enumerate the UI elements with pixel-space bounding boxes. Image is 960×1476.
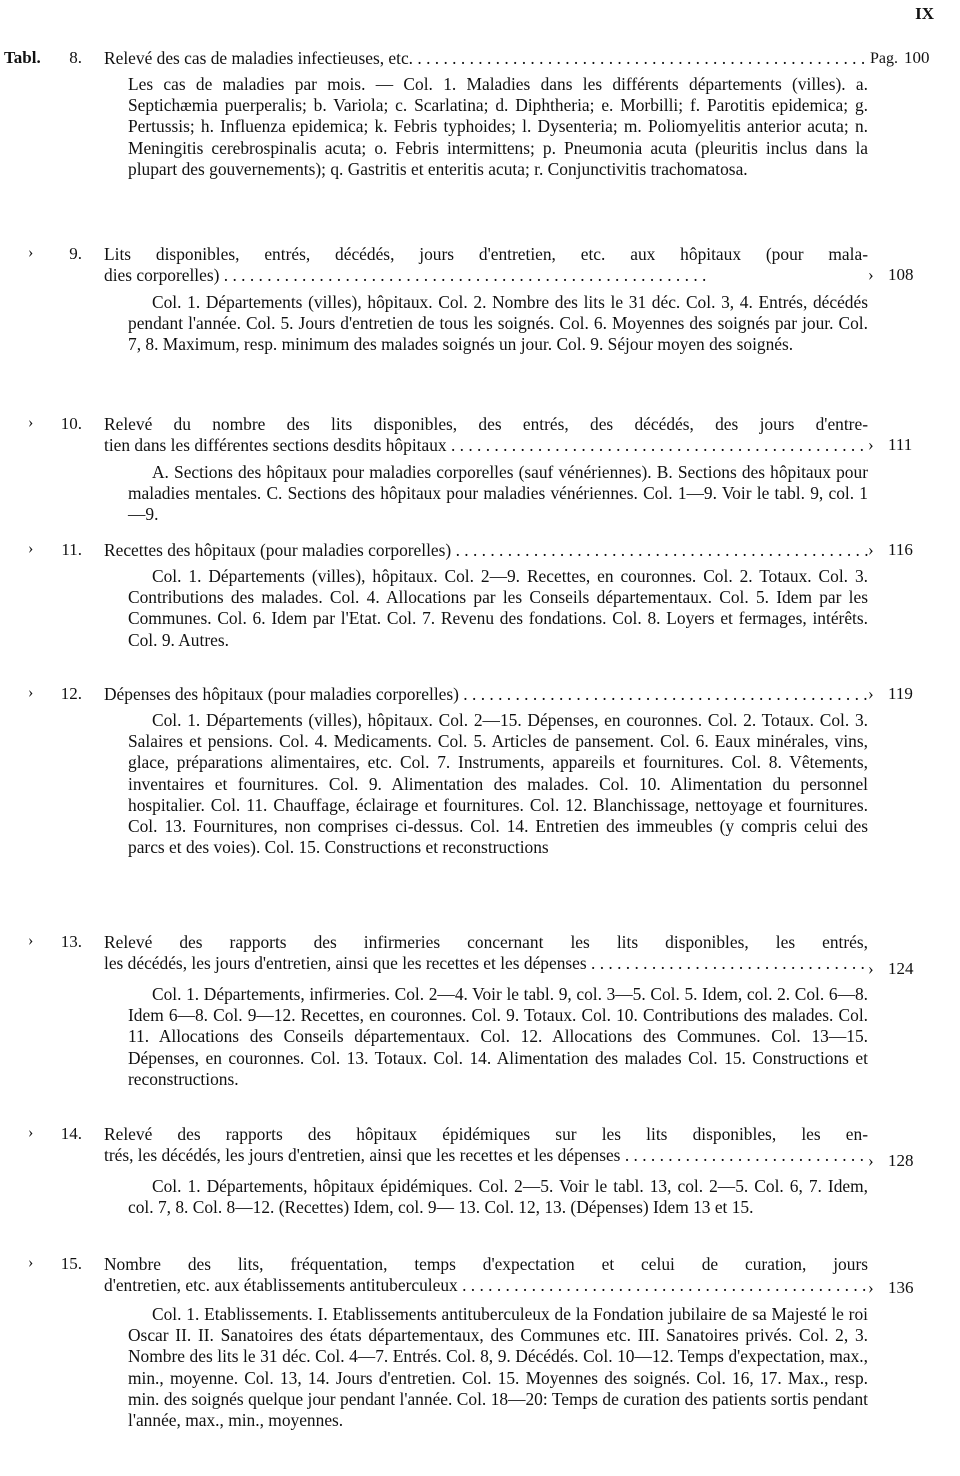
entry-number: 14. — [60, 1124, 82, 1143]
entry-title: Relevé du nombre des lits disponibles, des entrés, des décédés, des jours d'entre- tien dans les différentes sections desdits hôpitaux . . . — [104, 414, 868, 456]
entry-title: Recettes des hôpitaux (pour maladies corporelles) . . . — [104, 540, 868, 561]
entry-title: Lits disponibles, entrés, décédés, jours d'entretien, etc. aux hôpitaux (pour mala- dies corporelles) . . . — [104, 244, 868, 286]
entry-description: Col. 1. Départements (villes), hôpitaux. Col. 2—9. Recettes, en couronnes. Col. 2. Totaux. Col. 3. Contributions des malades. Col. 4. Allocations par les Conseils départementaux. Col. 5. Idem par les Communes. Col. 6. Idem par l'Etat. Col. 7. Revenu des fondations. Col. 8. Loyers et fermages, intérêts. Col. 9. Autres. — [128, 566, 868, 650]
page-number: IX — [915, 4, 934, 23]
entry-page: › 119 — [868, 684, 913, 703]
entry-description: A. Sections des hôpitaux pour maladies corporelles (sauf vénériennes). B. Sections des hôpitaux pour maladies mentales. C. Sections des hôpitaux pour maladies vénériennes. Col. 1—9. Voir le tabl. 9, col. 1—9. — [128, 462, 868, 525]
entry-label: Tabl. — [4, 48, 41, 67]
entry-number: 8. — [69, 48, 82, 67]
entry-title: Dépenses des hôpitaux (pour maladies corporelles) . . . — [104, 684, 868, 705]
entry-number: 15. — [60, 1254, 82, 1273]
entry-page: Pag. 100 — [870, 48, 930, 67]
entry-number: 13. — [60, 932, 82, 951]
entry-page: › 124 — [868, 959, 914, 978]
entry-title: Nombre des lits, fréquentation, temps d'expectation et celui de curation, jours d'entretien, etc. aux établissements antituberculeux . . . — [104, 1254, 868, 1296]
entry-description: Les cas de maladies par mois. — Col. 1. Maladies dans les différents départements (villes). a. Septichæmia puerperalis; b. Variola; c. Scarlatina; d. Diphtheria; e. Morbilli; f. Parotitis epidemica; g. Pertussis; h. Influenza epidemica; k. Febris typhoides; l. Dysenteria; m. Poliomyelitis anterior acuta; n. Meningitis cerebrospinalis acuta; o. Febris intermittens; p. Pneumonia acuta (pleuritis inclus dans la plupart des gouvernements); q. Gastritis et enteritis acuta; r. Conjunctivitis trachomatosa. — [128, 74, 868, 179]
entry-description: Col. 1. Départements, infirmeries. Col. 2—4. Voir le tabl. 9, col. 3—5. Col. 5. Idem, col. 2. Col. 6—8. Idem 6—8. Col. 9—12. Recettes, en couronnes. Col. 9. Totaux. Col. 10. Contributions des malades. Col. 11. Allocations des Conseils départementaux. Col. 12. Allocations des Communes. Col. 13—15. Dépenses, en couronnes. Col. 13. Totaux. Col. 14. Alimentation des malades Col. 15. Constructions et reconstructions. — [128, 984, 868, 1089]
entry-title: Relevé des rapports des hôpitaux épidémiques sur les lits disponibles, les en- trés, les décédés, les jours d'entretien, ainsi que les recettes et les dépenses . . . — [104, 1124, 868, 1166]
entry-number: 9. — [69, 244, 82, 263]
entry-page: › 128 — [868, 1151, 914, 1170]
entry-description: Col. 1. Départements (villes), hôpitaux. Col. 2—15. Dépenses, en couronnes. Col. 2. Totaux. Col. 3. Salaires et pensions. Col. 4. Medicaments. Col. 5. Articles de pansement. Col. 6. Eaux minérales, vins, glace, préparations alimentaires, etc. Col. 7. Instruments, appareils et fournitures. Col. 8. Vêtements, inventaires et fournitures. Col. 9. Alimentation des malades. Col. 10. Alimentation du personnel hospitalier. Col. 11. Chauffage, éclairage et fournitures. Col. 12. Blanchissage, nettoyage et fournitures. Col. 13. Fournitures, non comprises ci-dessus. Col. 14. Entretien des immeubles (y compris celui des parcs et des voies). Col. 15. Constructions et reconstructions — [128, 710, 868, 858]
entry-page: › 111 — [868, 435, 913, 454]
entry-description: Col. 1. Départements (villes), hôpitaux. Col. 2. Nombre des lits le 31 déc. Col. 3, 4. Entrés, décédés pendant l'année. Col. 5. Jours d'entretien de tous les soignés. Col. 6. Moyennes des soignés par jour. Col. 7, 8. Maximum, resp. minimum des malades soignés un jour. Col. 9. Séjour moyen des soignés. — [128, 292, 868, 355]
entry-number: 12. — [60, 684, 82, 703]
entry-description: Col. 1. Etablissements. I. Etablissements antituberculeux de la Fondation jubilaire de sa Majesté le roi Oscar II. II. Sanatoires des états départementaux, des Communes etc. III. Sanatoires privés. Col. 2, 3. Nombre des lits le 31 déc. Col. 4—7. Entrés. Col. 8, 9. Décédés. Col. 10—12. Temps d'expectation, max., min., moyenne. Col. 13, 14. Jours d'entretien. Col. 15. Moyennes des soignés. Col. 16, 17. Max., resp. min. des soignés quelque jour pendant l'année. Col. 18—20: Temps de curation des patients sortis pendant l'année, max., min., moyennes. — [128, 1304, 868, 1431]
entry-page: › 136 — [868, 1278, 914, 1297]
entry-page: › 108 — [868, 265, 914, 284]
entry-description: Col. 1. Départements, hôpitaux épidémiques. Col. 2—5. Voir le tabl. 13, col. 2—5. Col. 6, 7. Idem, col. 7, 8. Col. 8—12. (Recettes) Idem, col. 9— 13. Col. 12, 13. (Dépenses) Idem 13 et 15. — [128, 1176, 868, 1218]
entry-page: › 116 — [868, 540, 913, 559]
entry-title: Relevé des cas de maladies infectieuses, etc. . . . — [104, 48, 868, 69]
entry-title: Relevé des rapports des infirmeries concernant les lits disponibles, les entrés, les décédés, les jours d'entretien, ainsi que les recettes et les dépenses . . . — [104, 932, 868, 974]
entry-number: 11. — [61, 540, 82, 559]
entry-number: 10. — [60, 414, 82, 433]
